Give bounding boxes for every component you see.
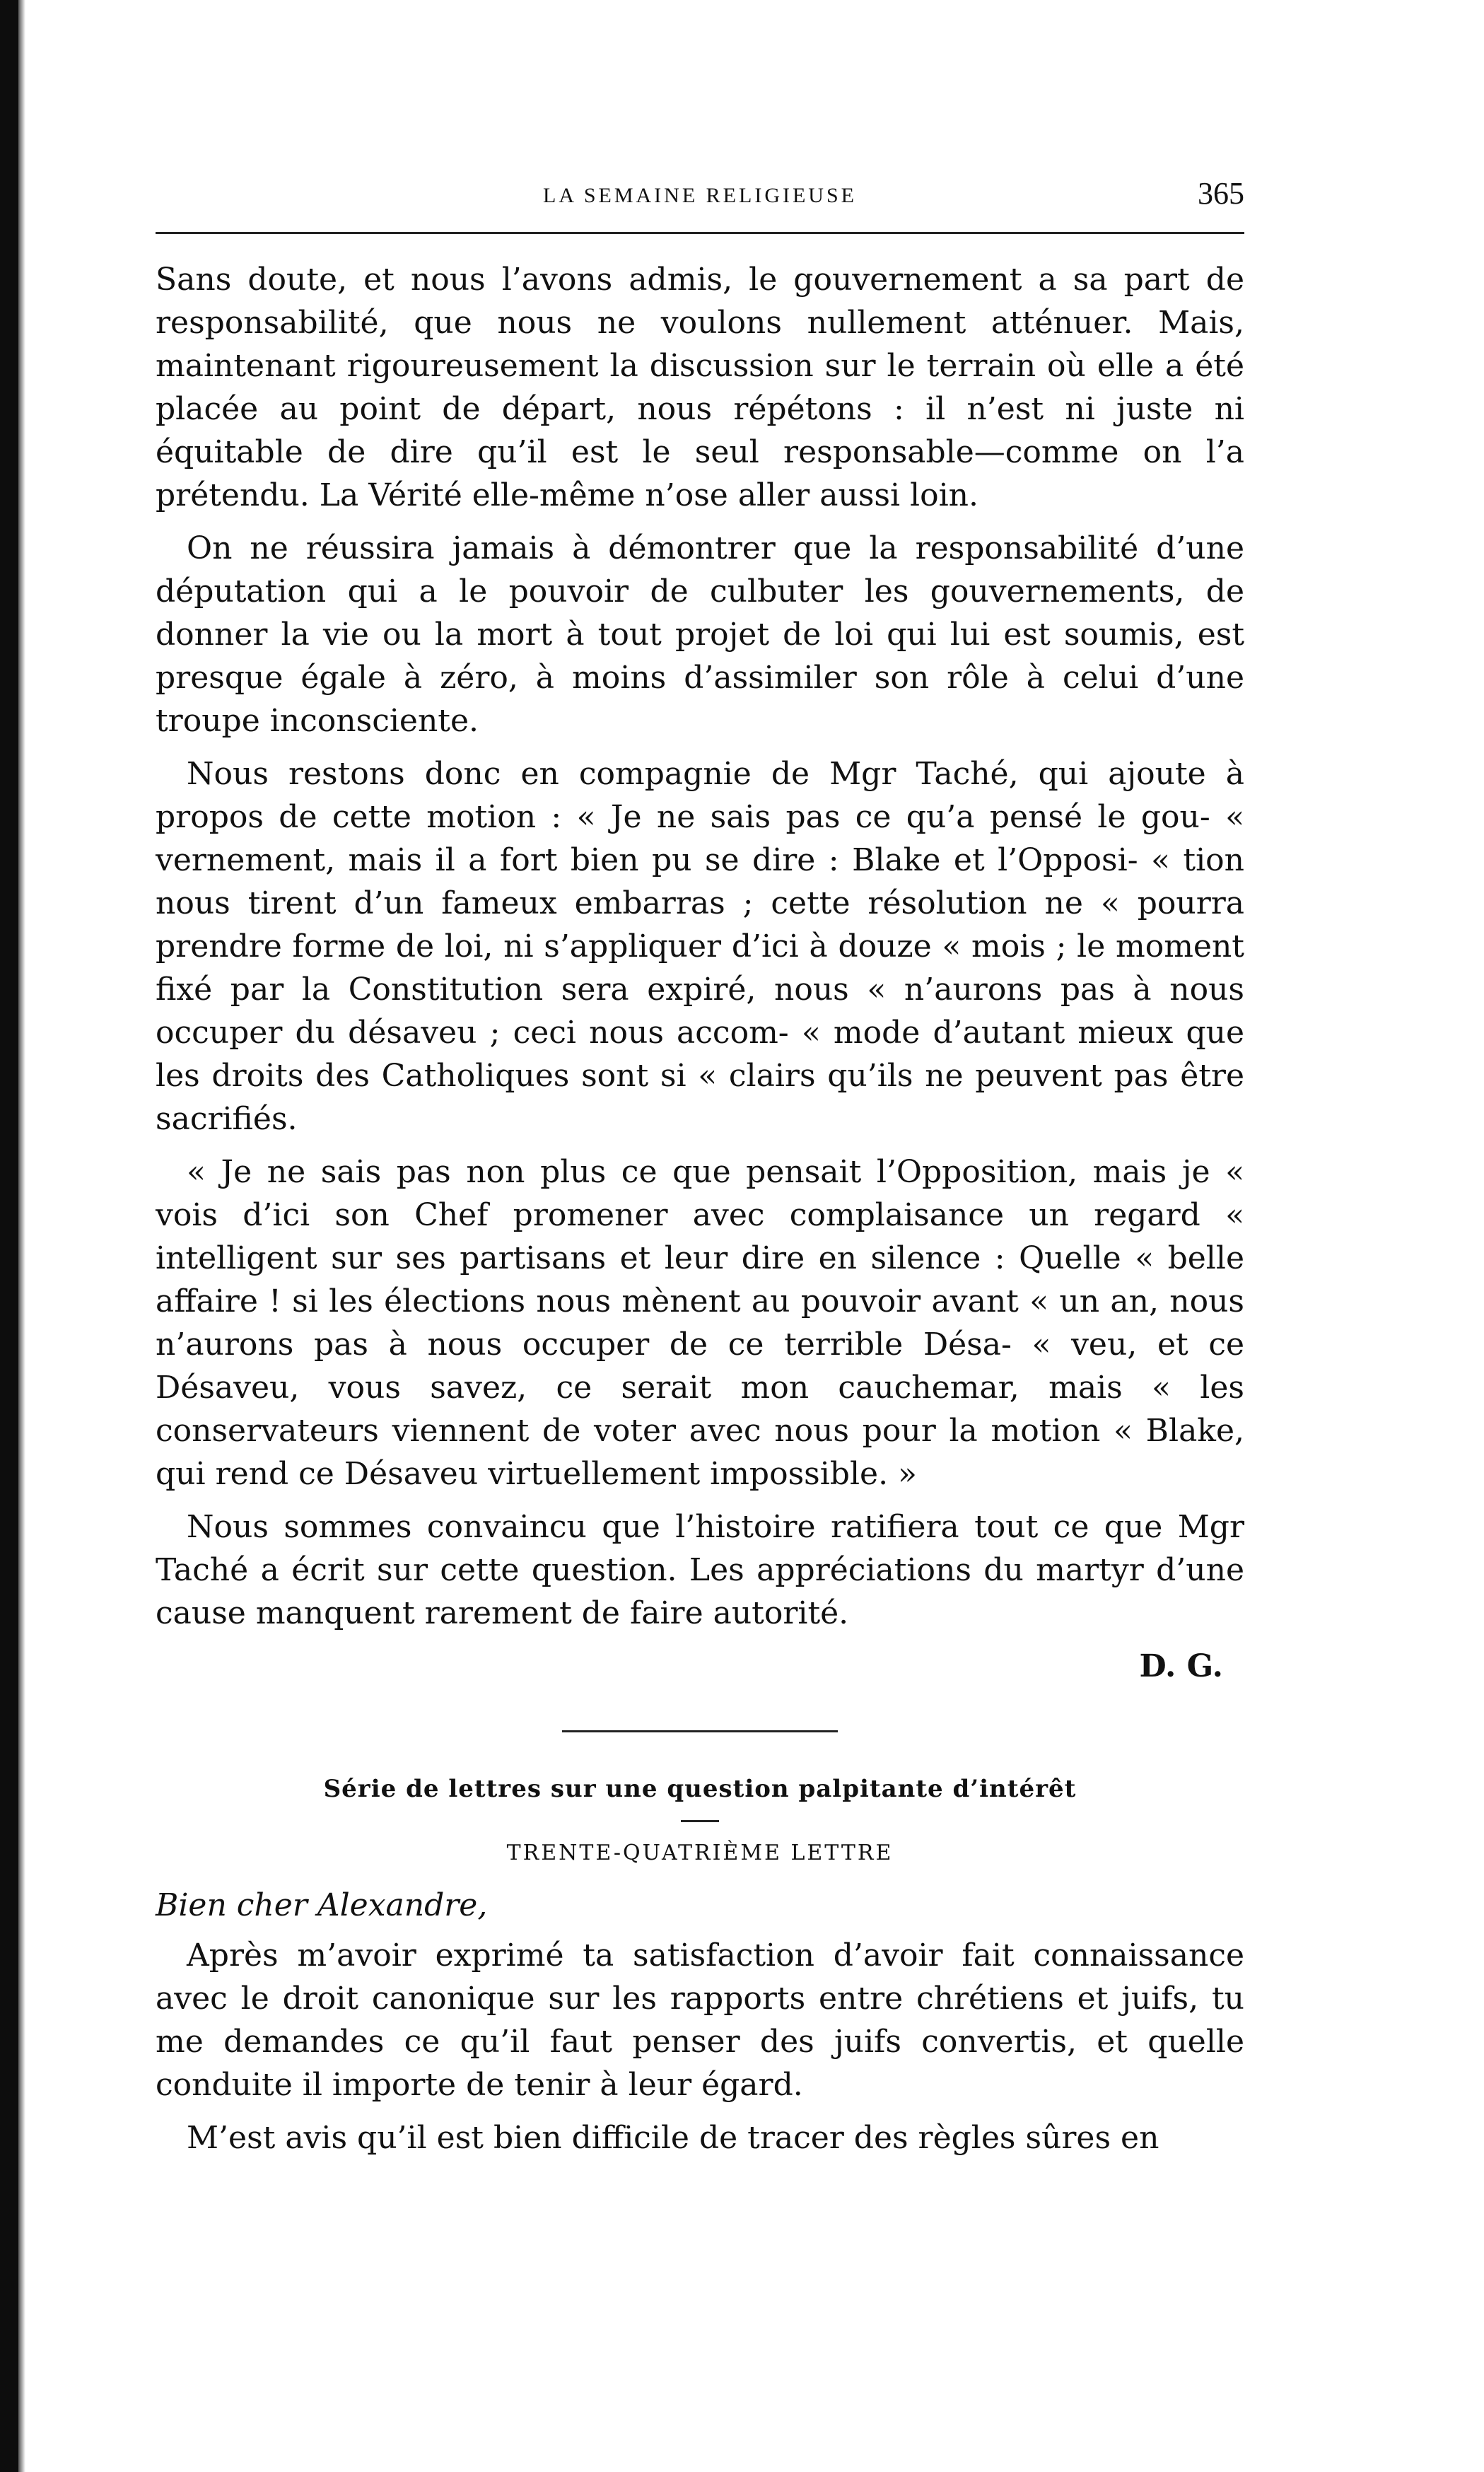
letter-salutation: Bien cher Alexandre, bbox=[156, 1887, 488, 1923]
page-gutter bbox=[18, 0, 25, 2472]
article-paragraph: « Je ne sais pas non plus ce que pensait l’Opposition, mais je « vois d’ici son Chef promener avec complaisance un regard « intelligent sur ses partisans et leur dire en silence : Quelle « belle affaire ! si les élections nous mènent au pouvoir avant « un an, nous n’aurons pas à nous occuper de ce terrible Désa- « veu, et ce Désaveu, vous savez, ce serait mon cauchemar, mais « les conservateurs viennent de voter avec nous pour la motion « Blake, qui rend ce Désaveu virtuellement impossible. » bbox=[156, 1154, 1244, 1492]
letter-paragraph: M’est avis qu’il est bien difficile de tracer des règles sûres en bbox=[187, 2120, 1159, 2156]
article-paragraph: Nous sommes convaincu que l’histoire ratifiera tout ce que Mgr Taché a écrit sur cette question. Les appréciations du martyr d’une cause manquent rarement de faire autorité. bbox=[156, 1509, 1244, 1631]
book-spine-shadow bbox=[0, 0, 18, 2472]
running-title: LA SEMAINE RELIGIEUSE bbox=[543, 184, 857, 207]
letter-paragraph: Après m’avoir exprimé ta satisfaction d’avoir fait connaissance avec le droit canonique sur les rapports entre chrétiens et juifs, tu me demandes ce qu’il faut penser des juifs convertis, et quelle conduite il importe de tenir à leur égard. bbox=[156, 1937, 1244, 2103]
running-head bbox=[156, 170, 1244, 226]
article-paragraph: Nous restons donc en compagnie de Mgr Taché, qui ajoute à propos de cette motion : « Je ne sais pas ce qu’a pensé le gou- « vernement, mais il a fort bien pu se dire : Blake et l’Opposi- « tion nous tirent d’un fameux embarras ; cette résolution ne « pourra prendre forme de loi, ni s’appliquer d’ici à douze « mois ; le moment fixé par la Constitution sera expiré, nous « n’aurons pas à nous occuper du désaveu ; ceci nous accom- « mode d’autant mieux que les droits des Catholiques sont si « clairs qu’ils ne peuvent pas être sacrifiés. bbox=[156, 756, 1244, 1137]
article-paragraph: Sans doute, et nous l’avons admis, le gouvernement a sa part de responsabilité, que nous ne voulons nullement atténuer. Mais, maintenant rigoureusement la discussion sur le terrain où elle a été placée au point de départ, nous répétons : il n’est ni juste ni équitable de dire qu’il est le seul responsable—comme on l’a prétendu. La Vérité elle-même n’ose aller aussi loin. bbox=[156, 262, 1244, 513]
page-number: 365 bbox=[1198, 176, 1244, 211]
page-content bbox=[156, 170, 1244, 2169]
series-title: Série de lettres sur une question palpitante d’intérêt bbox=[323, 1775, 1077, 1803]
header-rule bbox=[156, 232, 1244, 234]
short-rule bbox=[681, 1820, 719, 1822]
article-paragraph: On ne réussira jamais à démontrer que la responsabilité d’une députation qui a le pouvoir de culbuter les gouvernements, de donner la vie ou la mort à tout projet de loi qui lui est soumis, est presque égale à zéro, à moins d’assimiler son rôle à celui d’une troupe inconsciente. bbox=[156, 530, 1244, 739]
author-signature: D. G. bbox=[1139, 1648, 1223, 1684]
letter-title: TRENTE-QUATRIÈME LETTRE bbox=[506, 1841, 894, 1865]
section-separator bbox=[562, 1730, 838, 1732]
letter-body bbox=[156, 1934, 1244, 2159]
article-body bbox=[156, 258, 1244, 1635]
